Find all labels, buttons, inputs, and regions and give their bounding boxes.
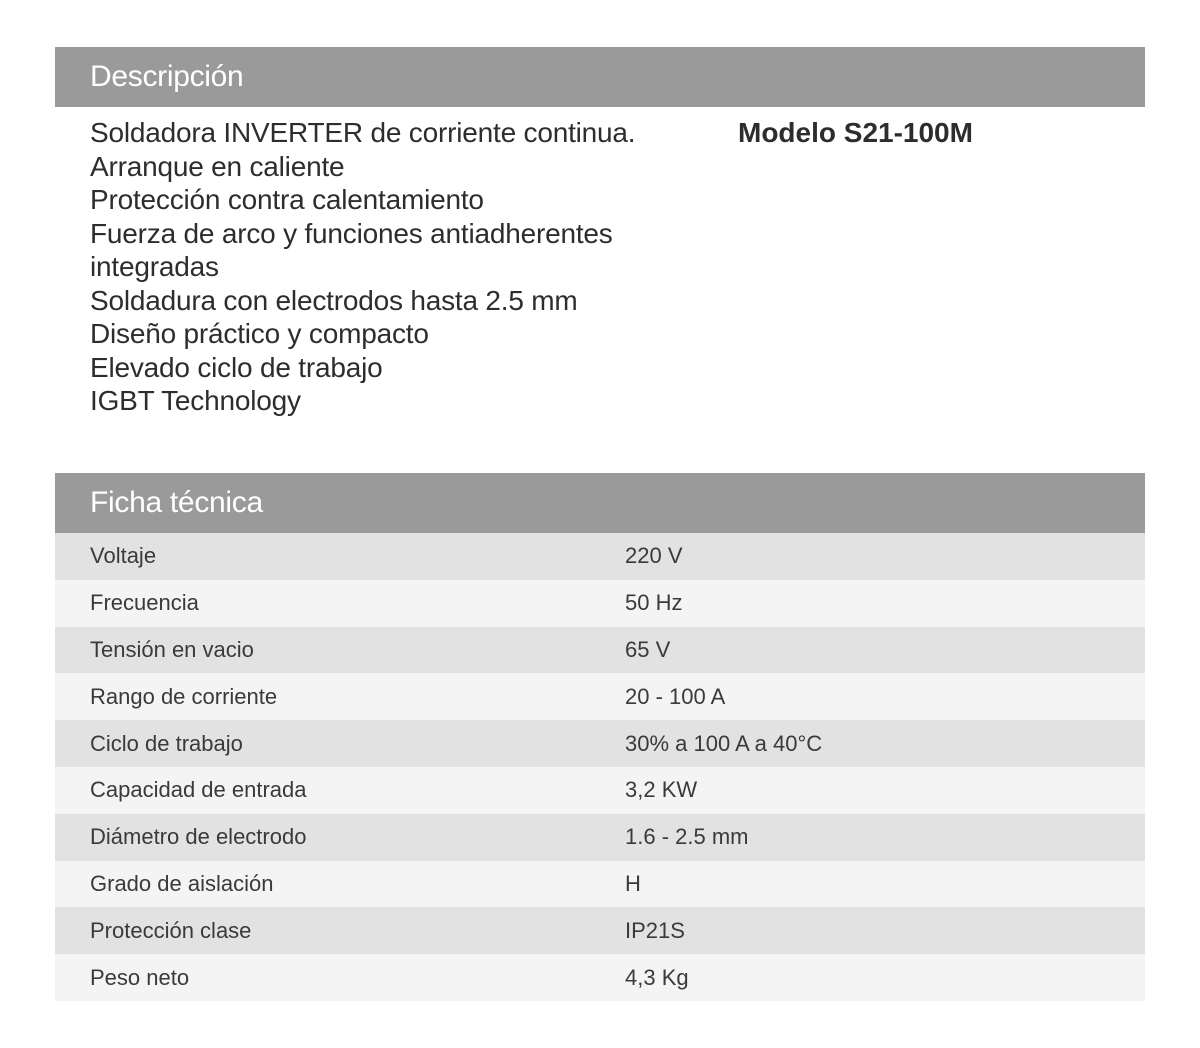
spec-table [55, 533, 1145, 1001]
description-item: Soldadura con electrodos hasta 2.5 mm [90, 284, 578, 316]
spec-value: 65 V [625, 636, 671, 662]
spec-value: 30% a 100 A a 40°C [625, 730, 823, 756]
spec-label: Tensión en vacio [90, 636, 254, 662]
spec-row [55, 861, 1145, 908]
description-item: Diseño práctico y compacto [90, 318, 429, 349]
spec-row [55, 767, 1145, 814]
spec-value: 50 Hz [625, 590, 683, 616]
description-item: integradas [90, 251, 219, 282]
spec-row [55, 533, 1145, 580]
spec-value: 220 V [625, 543, 683, 569]
description-item: Arranque en caliente [90, 150, 345, 182]
spec-label: Grado de aislación [90, 870, 274, 896]
description-item: Fuerza de arco y funciones antiadherentes [90, 217, 613, 249]
description-item: Protección contra calentamiento [90, 184, 484, 215]
spec-label: Rango de corriente [90, 683, 278, 709]
description-header: Descripción [55, 47, 1145, 107]
spec-row [55, 580, 1145, 627]
spec-value: IP21S [625, 917, 685, 943]
spec-value: 20 - 100 A [625, 683, 726, 709]
spec-label: Diámetro de electrodo [90, 824, 307, 850]
model-label: Modelo S21-100M [738, 117, 973, 148]
spec-label: Ciclo de trabajo [90, 730, 243, 756]
description-item: Elevado ciclo de trabajo [90, 351, 383, 383]
description-list [90, 116, 710, 418]
spec-value: 4,3 Kg [625, 964, 689, 990]
spec-row [55, 954, 1145, 1001]
spec-label: Capacidad de entrada [90, 777, 307, 803]
spec-value: H [625, 870, 641, 896]
spec-row [55, 814, 1145, 861]
spec-value: 3,2 KW [625, 777, 698, 803]
spec-value: 1.6 - 2.5 mm [625, 824, 749, 850]
description-item: IGBT Technology [90, 385, 301, 416]
spec-row [55, 673, 1145, 720]
spec-row [55, 720, 1145, 767]
spec-label: Protección clase [90, 917, 252, 943]
spec-row [55, 627, 1145, 674]
spec-row [55, 907, 1145, 954]
spec-label: Frecuencia [90, 590, 199, 616]
spec-label: Peso neto [90, 964, 190, 990]
spec-label: Voltaje [90, 543, 157, 569]
description-item: Soldadora INVERTER de corriente continua. [90, 117, 636, 148]
spec-sheet-header: Ficha técnica [55, 473, 1145, 533]
